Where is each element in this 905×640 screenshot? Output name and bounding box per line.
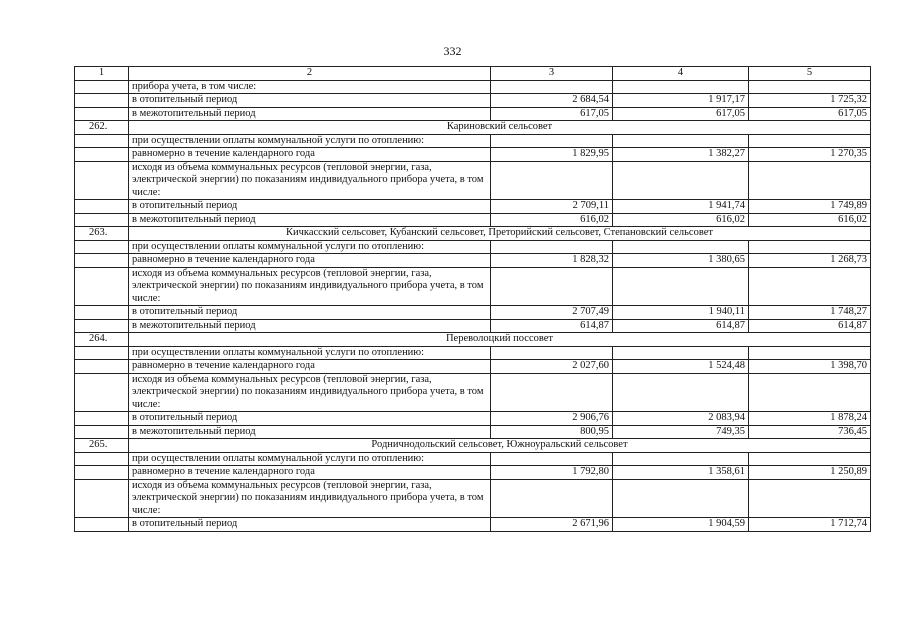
value-col-4 (613, 373, 749, 412)
value-col-3 (491, 134, 613, 148)
value-col-5: 617,05 (749, 107, 871, 121)
row-description-cell: равномерно в течение календарного года (129, 254, 491, 268)
value-col-3 (491, 373, 613, 412)
section-number: 265. (75, 439, 129, 453)
row-index-cell (75, 267, 129, 306)
row-description-cell: равномерно в течение календарного года (129, 360, 491, 374)
value-col-5: 1 270,35 (749, 148, 871, 162)
value-col-4: 1 358,61 (613, 466, 749, 480)
row-description-cell: равномерно в течение календарного года (129, 148, 491, 162)
row-description-cell: в межотопительный период (129, 425, 491, 439)
value-col-4: 749,35 (613, 425, 749, 439)
value-col-5 (749, 267, 871, 306)
row-description-cell: в межотопительный период (129, 107, 491, 121)
value-col-5 (749, 134, 871, 148)
value-col-5: 614,87 (749, 319, 871, 333)
value-col-5: 1 749,89 (749, 200, 871, 214)
row-index-cell (75, 254, 129, 268)
value-col-3: 2 684,54 (491, 94, 613, 108)
row-index-cell (75, 134, 129, 148)
description-row (75, 134, 871, 148)
row-index-cell (75, 161, 129, 200)
value-col-4 (613, 452, 749, 466)
section-row (75, 439, 871, 453)
value-col-4: 1 904,59 (613, 518, 749, 532)
value-col-4: 1 917,17 (613, 94, 749, 108)
row-index-cell (75, 148, 129, 162)
table-row (75, 94, 871, 108)
value-col-4: 1 940,11 (613, 306, 749, 320)
value-col-4: 1 941,74 (613, 200, 749, 214)
value-col-5 (749, 479, 871, 518)
value-col-4: 616,02 (613, 213, 749, 227)
row-index-cell (75, 360, 129, 374)
section-number: 264. (75, 333, 129, 347)
value-col-5 (749, 240, 871, 254)
value-col-3: 2 709,11 (491, 200, 613, 214)
table-row (75, 518, 871, 532)
table-row (75, 254, 871, 268)
description-row (75, 479, 871, 518)
value-col-3: 1 792,80 (491, 466, 613, 480)
value-col-4 (613, 80, 749, 94)
value-col-4: 1 382,27 (613, 148, 749, 162)
row-description-cell: при осуществлении оплаты коммунальной услуги по отоплению: (129, 346, 491, 360)
value-col-5: 1 268,73 (749, 254, 871, 268)
value-col-3 (491, 479, 613, 518)
row-index-cell (75, 213, 129, 227)
row-description-cell: в отопительный период (129, 306, 491, 320)
value-col-3: 616,02 (491, 213, 613, 227)
row-index-cell (75, 200, 129, 214)
row-description-cell: равномерно в течение календарного года (129, 466, 491, 480)
row-index-cell (75, 346, 129, 360)
value-col-3: 2 027,60 (491, 360, 613, 374)
row-description-cell: в отопительный период (129, 200, 491, 214)
table-row (75, 360, 871, 374)
row-index-cell (75, 319, 129, 333)
row-index-cell (75, 452, 129, 466)
description-row (75, 346, 871, 360)
description-row (75, 373, 871, 412)
table-row (75, 466, 871, 480)
table-row (75, 200, 871, 214)
value-col-4: 1 524,48 (613, 360, 749, 374)
value-col-5: 1 748,27 (749, 306, 871, 320)
row-description-cell: при осуществлении оплаты коммунальной услуги по отоплению: (129, 134, 491, 148)
description-row (75, 267, 871, 306)
value-col-5 (749, 161, 871, 200)
description-row (75, 452, 871, 466)
value-col-5: 1 398,70 (749, 360, 871, 374)
value-col-5 (749, 373, 871, 412)
section-title: Кичкасский сельсовет, Кубанский сельсовет, Преторийский сельсовет, Степановский сельсовет (129, 227, 871, 241)
value-col-3 (491, 161, 613, 200)
row-description-cell: в отопительный период (129, 94, 491, 108)
row-index-cell (75, 425, 129, 439)
table-row (75, 412, 871, 426)
value-col-3 (491, 452, 613, 466)
row-description-cell: исходя из объема коммунальных ресурсов (тепловой энергии, газа, электрической энергии) по показаниям индивидуального прибора учета, в том числе: (129, 479, 491, 518)
header-col-2: 2 (129, 67, 491, 81)
value-col-3: 2 671,96 (491, 518, 613, 532)
value-col-5: 1 878,24 (749, 412, 871, 426)
value-col-4: 617,05 (613, 107, 749, 121)
value-col-5: 1 250,89 (749, 466, 871, 480)
value-col-4: 2 083,94 (613, 412, 749, 426)
table-row (75, 425, 871, 439)
section-row (75, 333, 871, 347)
value-col-5 (749, 452, 871, 466)
value-col-3: 800,95 (491, 425, 613, 439)
tariff-table (74, 66, 871, 532)
row-index-cell (75, 240, 129, 254)
row-index-cell (75, 373, 129, 412)
table-header-row (75, 67, 871, 81)
row-description-cell: в отопительный период (129, 518, 491, 532)
value-col-5: 1 725,32 (749, 94, 871, 108)
row-index-cell (75, 80, 129, 94)
section-title: Кариновский сельсовет (129, 121, 871, 135)
section-title: Родничнодольский сельсовет, Южноуральский сельсовет (129, 439, 871, 453)
value-col-5 (749, 346, 871, 360)
value-col-3: 614,87 (491, 319, 613, 333)
row-description-cell: исходя из объема коммунальных ресурсов (тепловой энергии, газа, электрической энергии) по показаниям индивидуального прибора учета, в том числе: (129, 161, 491, 200)
description-row (75, 240, 871, 254)
row-index-cell (75, 107, 129, 121)
row-description-cell: исходя из объема коммунальных ресурсов (тепловой энергии, газа, электрической энергии) по показаниям индивидуального прибора учета, в том числе: (129, 373, 491, 412)
table-row (75, 306, 871, 320)
value-col-3: 617,05 (491, 107, 613, 121)
section-number: 263. (75, 227, 129, 241)
table-row (75, 213, 871, 227)
row-description-cell: прибора учета, в том числе: (129, 80, 491, 94)
row-index-cell (75, 479, 129, 518)
value-col-4: 1 380,65 (613, 254, 749, 268)
value-col-3: 2 906,76 (491, 412, 613, 426)
row-description-cell: при осуществлении оплаты коммунальной услуги по отоплению: (129, 240, 491, 254)
value-col-3: 2 707,49 (491, 306, 613, 320)
row-description-cell: в межотопительный период (129, 213, 491, 227)
value-col-5 (749, 80, 871, 94)
row-description-cell: в межотопительный период (129, 319, 491, 333)
header-col-5: 5 (749, 67, 871, 81)
value-col-4 (613, 134, 749, 148)
value-col-5: 1 712,74 (749, 518, 871, 532)
value-col-3 (491, 346, 613, 360)
row-index-cell (75, 518, 129, 532)
value-col-4 (613, 346, 749, 360)
value-col-5: 616,02 (749, 213, 871, 227)
section-row (75, 227, 871, 241)
row-index-cell (75, 412, 129, 426)
header-col-4: 4 (613, 67, 749, 81)
description-row (75, 161, 871, 200)
value-col-4 (613, 267, 749, 306)
value-col-3: 1 829,95 (491, 148, 613, 162)
value-col-4 (613, 240, 749, 254)
page-number: 332 (443, 44, 462, 58)
row-index-cell (75, 466, 129, 480)
section-title: Переволоцкий поссовет (129, 333, 871, 347)
value-col-4 (613, 161, 749, 200)
row-description-cell: в отопительный период (129, 412, 491, 426)
table-row (75, 107, 871, 121)
header-col-1: 1 (75, 67, 129, 81)
description-row (75, 80, 871, 94)
row-description-cell: при осуществлении оплаты коммунальной услуги по отоплению: (129, 452, 491, 466)
row-index-cell (75, 306, 129, 320)
value-col-4 (613, 479, 749, 518)
row-description-cell: исходя из объема коммунальных ресурсов (тепловой энергии, газа, электрической энергии) по показаниям индивидуального прибора учета, в том числе: (129, 267, 491, 306)
table-row (75, 148, 871, 162)
header-col-3: 3 (491, 67, 613, 81)
value-col-3: 1 828,32 (491, 254, 613, 268)
value-col-3 (491, 80, 613, 94)
section-number: 262. (75, 121, 129, 135)
value-col-3 (491, 267, 613, 306)
row-index-cell (75, 94, 129, 108)
value-col-4: 614,87 (613, 319, 749, 333)
value-col-3 (491, 240, 613, 254)
table-row (75, 319, 871, 333)
value-col-5: 736,45 (749, 425, 871, 439)
section-row (75, 121, 871, 135)
